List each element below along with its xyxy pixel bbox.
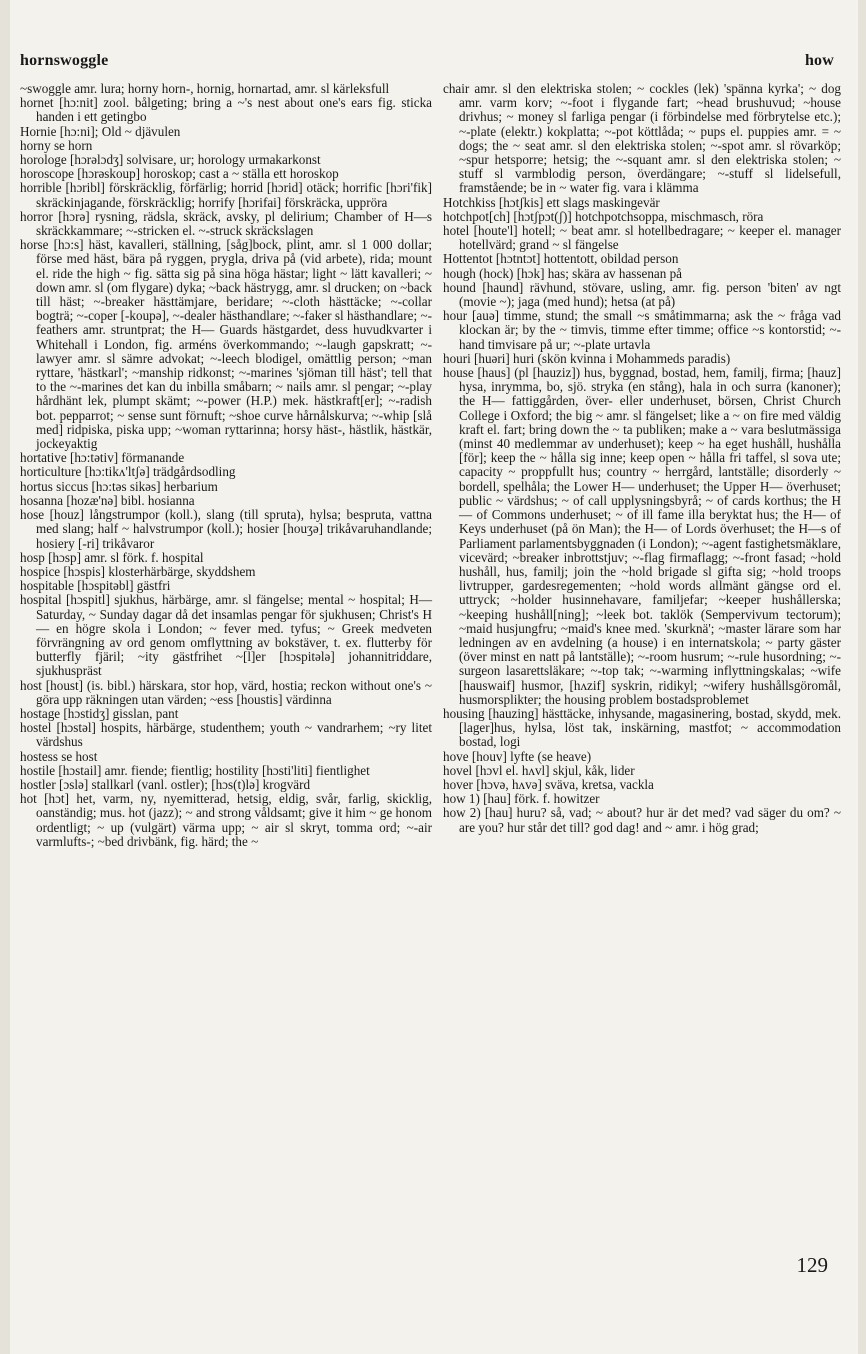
- dictionary-entry: hostile [hɔstail] amr. fiende; fientlig; hostility [hɔsti'liti] fientlighet: [20, 762, 370, 778]
- page-number: 129: [796, 1253, 828, 1277]
- dictionary-entry: housing [hauzing] hästtäcke, inhysande, magasinering, bostad, skydd, mek. [lager]hus, hylsa, löst tak, inskärning, mastfot; ~ accommodation bostad, logi: [443, 705, 841, 750]
- header-last-word: how: [804, 52, 834, 69]
- dictionary-entry: chair amr. sl den elektriska stolen; ~ cockles (lek) 'spänna kyrka'; ~ dog amr. varm korv; ~-foot i flygande fart; ~head brushuvud; ~house drivhus; ~ money sl farliga pengar (i förbindelse med förbrytelse etc.); ~-plate (elektr.) kokplatta; ~-pot köttlåda; ~ pups el. puppies amr. = ~ dogs; the ~ seat amr. sl den elektriska stolen; ~-spot amr. sl rövarköp; ~spur hetsporre; hetsig; the ~-squant amr. sl den elektriska stolen; ~ stuff sl varmblodig person, överdängare; ~-stuff sl lidelsefull, framstående; be in ~ water fig. vara i klämma: [443, 81, 841, 196]
- left-column: [20, 82, 432, 849]
- dictionary-entry: hostler [ɔslə] stallkarl (vanl. ostler); [hɔs(t)lə] krogvärd: [20, 776, 311, 792]
- dictionary-entry: horny se horn: [20, 137, 93, 153]
- dictionary-entry: hover [hɔvə, hʌvə] sväva, kretsa, vackla: [443, 776, 654, 792]
- header-first-word: hornswoggle: [20, 52, 109, 69]
- dictionary-entry: how 2) [hau] huru? så, vad; ~ about? hur är det med? vad säger du om? ~ are you? hur står det till? god dag! and ~ amr. i hög grad;: [443, 805, 841, 835]
- dictionary-entry: hotchpot[ch] [hɔtʃpɔt(ʃ)] hotchpotchsoppa, mischmasch, röra: [443, 208, 764, 224]
- dictionary-entry: hostess se host: [20, 748, 98, 764]
- dictionary-entry: hospice [hɔspis] klosterhärbärge, skyddshem: [20, 563, 256, 579]
- dictionary-entry: how 1) [hau] förk. f. howitzer: [443, 791, 600, 807]
- right-column: [443, 82, 841, 835]
- dictionary-entry: Hornie [hɔ:ni]; Old ~ djävulen: [20, 123, 181, 139]
- dictionary-entry: hot [hɔt] het, varm, ny, nyemitterad, hetsig, eldig, svår, farlig, skicklig, oanständig; mus. hot (jazz); ~ and strong våldsamt; give it him ~ ge honom ordentligt; ~ up (vulgärt) värma upp; ~ air sl skryt, tomma ord; ~-air varmlufts-; ~bed drivbänk, fig. härd; the ~: [20, 791, 432, 849]
- dictionary-entry: horse [hɔ:s] häst, kavalleri, ställning, [såg]bock, plint, amr. sl 1 000 dollar; förse med häst, bära på ryggen, prygla, driva på (vid arbete), rida; mount el. ride the high ~ fig. sätta sig på sina höga hästar; light ~ lätt kavalleri; ~ down amr. sl (om flygare) dyka; ~back hästrygg, amr. sl drucken; on ~back till häst; ~-breaker hästtämjare, beridare; ~-cloth hästtäcke; ~-collar bogträ; ~-coper [-koupə], ~-dealer hästhandlare; ~-faker sl hästhandlare; ~-feathers amr. struntprat; the H— Guards hästgardet, dess huvudkvarter i Whitehall i London, fig. arméns överkommando; ~-laugh gapskratt; ~-lawyer amr. sl sämre advokat; ~-leech blodigel, omättlig person; ~man ryttare, 'hästkarl'; ~manship ridkonst; ~-marines 'sjöman till häst'; tell that to the ~-marines det kan du inbilla småbarn; ~ nails amr. sl pengar; ~-play hårdhänt lek, plumpt skämt; ~-power (H.P.) mek. hästkraft[er]; ~-radish bot. pepparrot; ~ sense sunt förnuft; ~shoe curve hårnålskurva; ~-whip [slå med] ridpiska, piska upp; ~woman ryttarinna; horsy häst-, hästlik, hästkär, jockeyaktig: [20, 237, 432, 452]
- dictionary-entry: horror [hɔrə] rysning, rädsla, skräck, avsky, pl delirium; Chamber of H—s skräckkammare; ~-stricken el. ~-struck skräckslagen: [20, 208, 432, 239]
- dictionary-entry: hove [houv] lyfte (se heave): [443, 748, 592, 764]
- dictionary-entry: hornet [hɔ:nit] zool. bålgeting; bring a ~'s nest about one's ears fig. sticka handen i ett getingbo: [20, 95, 432, 125]
- dictionary-entry: hortus siccus [hɔ:təs sikəs] herbarium: [20, 478, 218, 494]
- page-header: [20, 52, 834, 76]
- dictionary-entry: Hottentot [hɔtntɔt] hottentott, obildad person: [443, 251, 679, 267]
- dictionary-entry: horrible [hɔribl] förskräcklig, förfärlig; horrid [hɔrid] otäck; horrific [hɔri'fik] skräckinjagande, förskräcklig; horrify [hɔrifai] förskräcka, uppröra: [20, 180, 432, 210]
- dictionary-entry: hour [auə] timme, stund; the small ~s småtimmarna; ask the ~ fråga vad klockan är; by the ~ timvis, timme efter timme; office ~s kontorstid; ~-hand timvisare på ur; ~-plate urtavla: [443, 308, 841, 352]
- dictionary-entry: hostage [hɔstidʒ] gisslan, pant: [20, 705, 179, 721]
- dictionary-entry: houri [huəri] huri (skön kvinna i Mohammeds paradis): [443, 350, 731, 366]
- dictionary-entry: house [haus] (pl [hauziz]) hus, byggnad, bostad, hem, familj, firma; [hauz] hysa, inrymma, bo, sjö. stryka (en stång), hala in och surra (kanoner); the H— fattiggården, över- eller underhuset, börsen, Christ Church College i Oxford; the big ~ amr. sl fängelset; like a ~ on fire med väldig kraft el. fart; bring down the ~ ta publiken; make a ~ vara beslutmässiga (minst 40 medlemmar av underhuset); keep ~ ha eget hushåll, hushålla [för]; keep the ~ hålla sig inne; keep open ~ hålla fri taffel, sl sova ute; capacity ~ proppfullt hus; country ~ herrgård, lantställe; disorderly ~ bordell, spelhåla; the Lower H— underhuset; the Upper H— överhuset; public ~ värdshus; ~ of call upplysningsbyrå; ~ of cards korthus; the H— of Commons underhuset; ~ of ill fame illa beryktat hus; the H— of Keys underhuset (på ön Man); the H— of Lords överhuset; the H—s of Parliament parlamentsbyggnaden (i London); ~-agent fastighetsmäklare, vicevärd; ~breaker inbrottstjuv; ~-flag firmaflagg; ~-front fasad; ~hold hushåll, hus, familj; join the ~hold brigade sl gifta sig; ~hold troops livtrupper, gardesregementen; ~hold words allmänt gängse ord el. uttryck; ~holder husinnehavare, familjefar; ~keeper hushållerska; ~keeping hushåll[ning]; ~leek bot. taklök (Sempervivum tectorum); ~maid husjungfru; ~maid's knee med. 'skurknä'; ~master lärare som har ledningen av en avdelning (a house) i en internatskola; ~ party gäster (över minst en natt på lantställe); ~-room husrum; ~-rule husordning; ~-surgeon lasarettsläkare; ~-top tak; ~-warming inflyttningskalas; ~wife [hauswaif] husmor, [hʌzif] syskrin, ridikyl; ~wifery hushållsgöromål, husmorsplikter; the housing problem bostadsproblemet: [443, 365, 841, 707]
- dictionary-entry: hose [houz] långstrumpor (koll.), slang (till spruta), hylsa; bespruta, vattna med slang; half ~ halvstrumpor (koll.); hosier [houʒə] trikåvaruhandlande; hosiery [-ri] trikåvaror: [20, 507, 432, 551]
- dictionary-entry: horoscope [hɔrəskoup] horoskop; cast a ~ ställa ett horoskop: [20, 166, 339, 182]
- dictionary-entry: hospitable [hɔspitəbl] gästfri: [20, 578, 171, 594]
- dictionary-entry: hovel [hɔvl el. hʌvl] skjul, kåk, lider: [443, 762, 635, 778]
- dictionary-entry: host [houst] (is. bibl.) härskara, stor hop, värd, hostia; reckon without one's ~ göra upp räkningen utan värden; ~ess [houstis] värdinna: [20, 677, 432, 707]
- dictionary-entry: horticulture [hɔ:tikʌ'ltʃə] trädgårdsodling: [20, 464, 236, 480]
- dictionary-entry: ~swoggle amr. lura; horny horn-, hornig, hornartad, amr. sl kärleksfull: [20, 81, 390, 96]
- dictionary-entry: hospital [hɔspitl] sjukhus, härbärge, amr. sl fängelse; mental ~ hospital; H— Saturday, ~ Sunday dagar då det insamlas pengar för sjukhusen; Christ's H— en högre skola i London; ~ fever med. tyfus; ~ Greek medveten förvrängning av ord genom omflyttning av bokstäver, t. ex. flutterby för butterfly fjäril; ~ity gästfrihet ~[l]er [hɔspitələ] johannitriddare, sjukhuspräst: [20, 592, 432, 679]
- dictionary-entry: hough (hock) [hɔk] has; skära av hassenan på: [443, 265, 683, 281]
- dictionary-entry: hostel [hɔstəl] hospits, härbärge, studenthem; youth ~ vandrarhem; ~ry litet värdshus: [20, 720, 432, 750]
- dictionary-entry: hortative [hɔ:tətiv] förmanande: [20, 450, 185, 466]
- dictionary-entry: hotel [houte'l] hotell; ~ beat amr. sl hotellbedragare; ~ keeper el. manager hotellvärd; grand ~ sl fängelse: [443, 223, 841, 253]
- dictionary-entry: Hotchkiss [hɔtʃkis] ett slags maskingevär: [443, 194, 660, 210]
- dictionary-entry: hosp [hɔsp] amr. sl förk. f. hospital: [20, 549, 204, 565]
- dictionary-entry: horologe [hɔrəlɔdʒ] solvisare, ur; horology urmakarkonst: [20, 152, 321, 168]
- page-edge-left: [0, 0, 10, 1354]
- dictionary-entry: hound [haund] rävhund, stövare, usling, amr. fig. person 'biten' av ngt (movie ~); jaga (med hund); hetsa (at på): [443, 279, 841, 310]
- page-edge-right: [858, 0, 866, 1354]
- dictionary-entry: hosanna [hozæ'nə] bibl. hosianna: [20, 492, 195, 508]
